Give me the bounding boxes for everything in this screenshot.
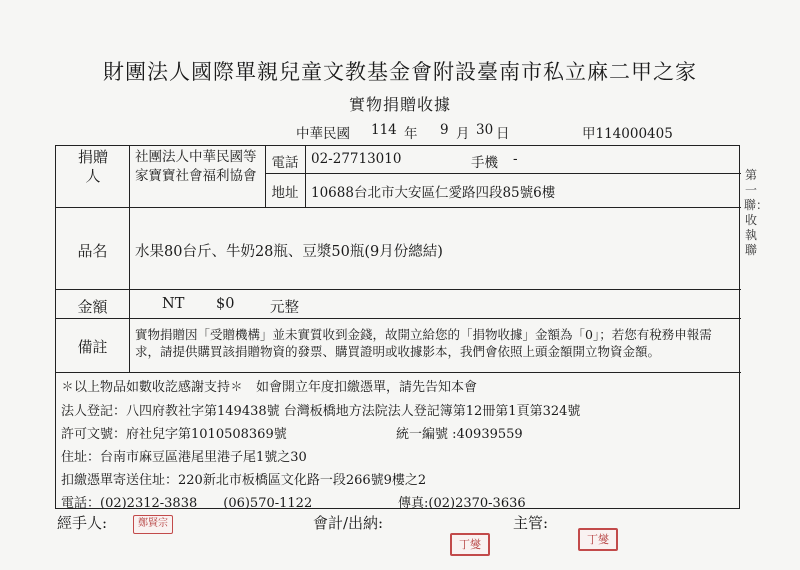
org-address: 住址：台南市麻豆區港尾里港子尾1號之30 (61, 450, 307, 465)
receipt-subtitle: 實物捐贈收據 (348, 95, 451, 114)
divider (56, 207, 741, 208)
amount-value: $0 (216, 296, 235, 312)
remarks-text: 實物捐贈因「受贈機構」並未實質收到金錢，故開立給您的「捐物收據」金額為「0」；若您有稅務申報需求，請提供購買該捐贈物資的發票、購買證明或收據影本，我們會依照上頭金額開立物資金額。 (135, 327, 712, 359)
date-prefix: 中華民國 (296, 126, 350, 142)
receipt-number: 甲114000405 (582, 126, 673, 142)
tax-id: 統一編號 :40939559 (396, 427, 523, 442)
amount-unit: 元整 (270, 300, 299, 316)
divider (129, 146, 130, 372)
receipt-table (55, 145, 740, 509)
amount-currency: NT (162, 296, 185, 312)
divider (56, 372, 741, 373)
divider (265, 173, 741, 174)
handler-label: 經手人: (57, 514, 108, 532)
registration-info: 法人登記：八四府教社字第149438號 台灣板橋地方法院法人登記簿第12冊第1頁第324號 (61, 404, 581, 419)
director-label: 主管: (513, 514, 549, 532)
item-label: 品名 (77, 242, 108, 260)
address-label: 地址 (271, 185, 299, 201)
donor-phone: 02-27713010 (311, 151, 402, 167)
org-fax: 傳真:(02)2370-3636 (398, 496, 526, 511)
director-seal: 丁燮 (578, 528, 618, 551)
handler-seal: 鄭賢宗 (133, 515, 173, 534)
date-day: 30 (476, 122, 494, 138)
donor-label: 捐贈人 (78, 148, 109, 185)
donor-mobile: - (513, 151, 518, 167)
phone-label: 電話 (271, 155, 299, 171)
org-phone: 電話：(02)2312-3838 (06)570-1122 (61, 496, 313, 511)
divider (56, 318, 741, 319)
item-value: 水果80台斤、牛奶28瓶、豆漿50瓶(9月份總結) (135, 244, 443, 260)
date-year-unit: 年 (404, 126, 418, 142)
accountant-label: 會計/出納: (313, 514, 384, 532)
divider (56, 289, 741, 290)
receipt-organization-title: 財團法人國際單親兒童文教基金會附設臺南市私立麻二甲之家 (103, 60, 697, 84)
mailing-address: 扣繳憑單寄送住址：220新北市板橋區文化路一段266號9樓之2 (61, 473, 427, 488)
thanks-note: ✽以上物品如數收訖感謝支持✽ 如會開立年度扣繳憑單，請先告知本會 (61, 380, 478, 395)
copy-stub-label: 第一聯：收執聯 (744, 168, 769, 257)
donor-address: 10688台北市大安區仁愛路四段85號6樓 (311, 185, 556, 201)
date-day-unit: 日 (496, 126, 510, 142)
remarks-label: 備註 (77, 338, 108, 356)
divider (305, 146, 306, 207)
accountant-seal: 丁燮 (450, 533, 490, 556)
permit-info: 許可文號：府社兒字第1010508369號 (61, 427, 287, 442)
date-month-unit: 月 (456, 126, 470, 142)
date-month: 9 (440, 122, 449, 138)
donor-name: 社團法人中華民國等家寶寶社會福利協會 (135, 149, 257, 184)
mobile-label: 手機 (471, 155, 498, 171)
amount-label: 金額 (77, 298, 108, 316)
date-year: 114 (371, 122, 397, 138)
